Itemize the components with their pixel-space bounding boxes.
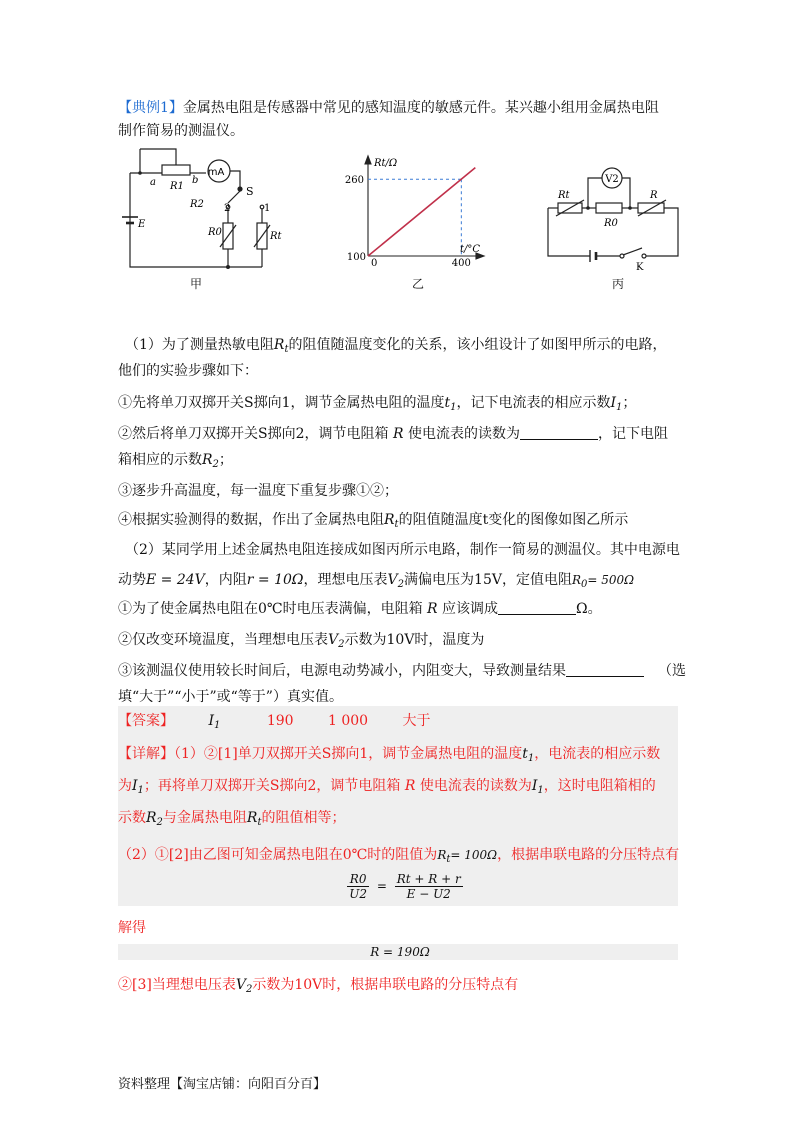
q2-item-3b: 填“大于”“小于”或“等于”）真实值。 — [118, 689, 343, 705]
detail-p3-c: 的阻值相等； — [261, 810, 346, 826]
step1-text-a: ①先将单刀双掷开关S掷向1，调节金属热电阻的温度 — [118, 395, 445, 411]
item3-text-a: ③该测温仪使用较长时间后，电源电动势减小，内阻变大，导致测量结果 — [118, 663, 566, 679]
label-b: b — [192, 175, 199, 186]
symbol-r0: $R_0$ — [571, 573, 588, 590]
q2-item-2 — [118, 630, 484, 655]
emf-value: E = 24V — [146, 572, 205, 588]
y-axis-label: Rt/Ω — [374, 158, 398, 169]
detail-p3-a: 示数 — [118, 810, 146, 826]
q1-line-1 — [125, 335, 667, 360]
label-r2: R2 — [190, 199, 204, 210]
detail-p2-a: 为 — [118, 778, 132, 794]
label-bing-rt: Rt — [558, 190, 570, 201]
q2-item-1 — [118, 599, 602, 619]
symbol-v2: $V_2$ — [387, 572, 405, 590]
y-tick-100: 100 — [346, 252, 366, 263]
step2-text-d: 箱相应的示数 — [118, 452, 202, 468]
label-r0: R0 — [208, 227, 222, 238]
q1-step-4 — [118, 510, 628, 535]
detail-line-4 — [118, 845, 679, 870]
equation — [330, 872, 480, 901]
detail-line-3 — [118, 808, 346, 833]
step4-text-a: ④根据实验测得的数据，作出了金属热电阻 — [118, 512, 384, 528]
detail-p5-b: 示数为10V时，根据串联电路的分压特点有 — [252, 977, 519, 993]
jiede-line: 解得 — [118, 920, 146, 936]
ammeter-label: mA — [207, 167, 225, 178]
label-2: 2 — [224, 203, 231, 214]
label-a: a — [150, 177, 156, 188]
fraction-left-num: R0 — [347, 872, 369, 887]
detail-p1-a: （1）②[1]单刀双掷开关S掷向1，调节金属热电阻的温度 — [174, 746, 523, 762]
detail-symbol-i1-b: $I_1$ — [531, 778, 544, 796]
answer-line — [118, 711, 431, 736]
detail-line-2 — [118, 776, 656, 801]
r0-value: = 500Ω — [587, 573, 635, 587]
detail-symbol-t1: $t_1$ — [522, 746, 535, 764]
detail-p1-b: ，电流表的相应示数 — [534, 746, 661, 762]
label-s: S — [246, 185, 254, 198]
intro-line-2: 制作简易的测温仪。 — [118, 123, 244, 139]
intro-line-1 — [118, 98, 659, 118]
answer-blank-1[interactable] — [520, 425, 598, 440]
label-bing-k: K — [636, 262, 644, 272]
detail-symbol-i1: $I_1$ — [132, 778, 144, 796]
answer-blank-3[interactable] — [566, 662, 644, 677]
step1-text-c: ； — [622, 395, 637, 411]
item3-text-b: （选 — [658, 663, 686, 679]
item2-text-a: ②仅改变环境温度，当理想电压表 — [118, 632, 328, 648]
step2-text-e: ； — [218, 452, 233, 468]
caption-bing: 丙 — [611, 277, 624, 291]
label-r1: R1 — [170, 181, 184, 192]
graph-yi — [340, 152, 500, 270]
q1-text-b: 的阻值随温度变化的关系，该小组设计了如图甲所示的电路， — [288, 337, 667, 353]
label-1: 1 — [264, 203, 271, 214]
label-rt: Rt — [270, 231, 282, 242]
detail-p2-c: 使电流表的读数为 — [419, 778, 532, 794]
item1-text-a: ①为了使金属热电阻在0℃时电压表满偏，电阻箱 — [118, 601, 423, 617]
circuit-bing — [540, 160, 690, 272]
step1-text-b: ，记下电流表的相应示数 — [456, 395, 611, 411]
fraction-right-den: E − U2 — [406, 887, 451, 901]
answer-2: 190 — [266, 713, 294, 729]
q2-text-e: ，理想电压表 — [303, 572, 388, 588]
label-bing-r: R — [650, 190, 658, 201]
detail-line-5 — [118, 975, 518, 1000]
answer-3: 1 000 — [328, 713, 369, 729]
detail-symbol-rt-2: $R_t$ — [437, 848, 451, 865]
step2-text-c: ，记下电阻 — [597, 426, 668, 442]
answer-label: 【答案】 — [118, 713, 174, 729]
q1-step-2 — [118, 424, 668, 444]
x-tick-400: 400 — [451, 258, 471, 269]
symbol-r: R — [388, 426, 408, 442]
example-tag: 【典例1】 — [118, 100, 183, 116]
detail-p3-b: 与金属热电阻 — [162, 810, 247, 826]
internal-r-value: r = 10Ω — [246, 572, 304, 588]
detail-label: 【详解】 — [118, 746, 174, 762]
q2-text-c: ，内阻 — [204, 572, 247, 588]
detail-p2-b: ；再将单刀双掷开关S掷向2，调节电阻箱 — [143, 778, 401, 794]
detail-p2-d: ，这时电阻箱相的 — [543, 778, 656, 794]
q2-line-1: （2）某同学用上述金属热电阻连接成如图丙所示电路，制作一简易的测温仪。其中电源电 — [125, 542, 680, 558]
equals-sign: = — [376, 879, 387, 893]
q2-text-f: 满偏电压为15V，定值电阻 — [404, 572, 572, 588]
label-e: E — [138, 219, 146, 230]
fraction-right — [395, 872, 463, 901]
result-line: R = 190Ω — [370, 945, 430, 959]
circuit-jia — [120, 145, 290, 273]
detail-symbol-r: R — [400, 778, 420, 794]
detail-p4-a: （2）①[2]由乙图可知金属热电阻在0℃时的阻值为 — [118, 847, 438, 863]
intro-text-1: 金属热电阻是传感器中常见的感知温度的敏感元件。某兴趣小组用金属热电阻 — [182, 100, 659, 116]
q1-step-2b — [118, 450, 233, 475]
x-tick-0: 0 — [371, 258, 378, 269]
y-tick-260: 260 — [344, 175, 364, 187]
label-bing-r0: R0 — [604, 218, 618, 229]
symbol-r2: $R_2$ — [202, 452, 219, 470]
step2-text-a: ②然后将单刀双掷开关S掷向2，调节电阻箱 — [118, 426, 389, 442]
q1-text-a: （1）为了测量热敏电阻 — [125, 337, 274, 353]
answer-1: $I_1$ — [208, 713, 221, 731]
voltmeter-label: V2 — [605, 174, 619, 185]
item2-text-b: 示数为10V时，温度为 — [344, 632, 485, 648]
q1-line-2: 他们的实验步骤如下： — [118, 363, 258, 379]
symbol-v2-2: $V_2$ — [328, 632, 345, 650]
footer-text: 资料整理【淘宝店铺：向阳百分百】 — [118, 1077, 327, 1092]
caption-jia: 甲 — [189, 277, 202, 291]
answer-4: 大于 — [402, 713, 431, 729]
step4-text-b: 的阻值随温度t变化的图像如图乙所示 — [398, 512, 629, 528]
symbol-rt: $R_t$ — [273, 337, 289, 355]
symbol-rt-2: $R_t$ — [384, 512, 399, 530]
q1-step-3: ③逐步升高温度，每一温度下重复步骤①②； — [118, 483, 398, 499]
detail-symbol-v2: $V_2$ — [235, 977, 253, 995]
fraction-left-den: U2 — [349, 887, 368, 901]
q2-line-2 — [118, 570, 634, 595]
item1-text-b: 应该调成 — [442, 601, 499, 617]
fraction-left — [347, 872, 369, 901]
symbol-i1: $I_1$ — [610, 395, 623, 413]
q1-step-1 — [118, 393, 636, 418]
x-axis-label: t/°C — [460, 244, 481, 255]
detail-p5-a: ②[3]当理想电压表 — [118, 977, 236, 993]
symbol-r-2: R — [422, 601, 443, 617]
symbol-t1: $t_1$ — [444, 395, 457, 413]
detail-symbol-r2: $R_2$ — [146, 810, 163, 828]
answer-blank-2[interactable] — [498, 600, 576, 615]
q2-item-3 — [118, 661, 686, 681]
q2-text-a: 动势 — [118, 572, 146, 588]
step2-text-b: 使电流表的读数为 — [407, 426, 520, 442]
detail-rt-value: = 100Ω — [450, 848, 498, 862]
detail-line-1 — [118, 744, 660, 769]
data-line — [368, 168, 475, 256]
caption-yi: 乙 — [411, 277, 424, 291]
item1-text-c: Ω。 — [576, 601, 602, 617]
detail-symbol-rt: $R_t$ — [246, 810, 262, 828]
detail-p4-c: ，根据串联电路的分压特点有 — [497, 847, 680, 863]
fraction-right-num: Rt + R + r — [396, 872, 461, 886]
